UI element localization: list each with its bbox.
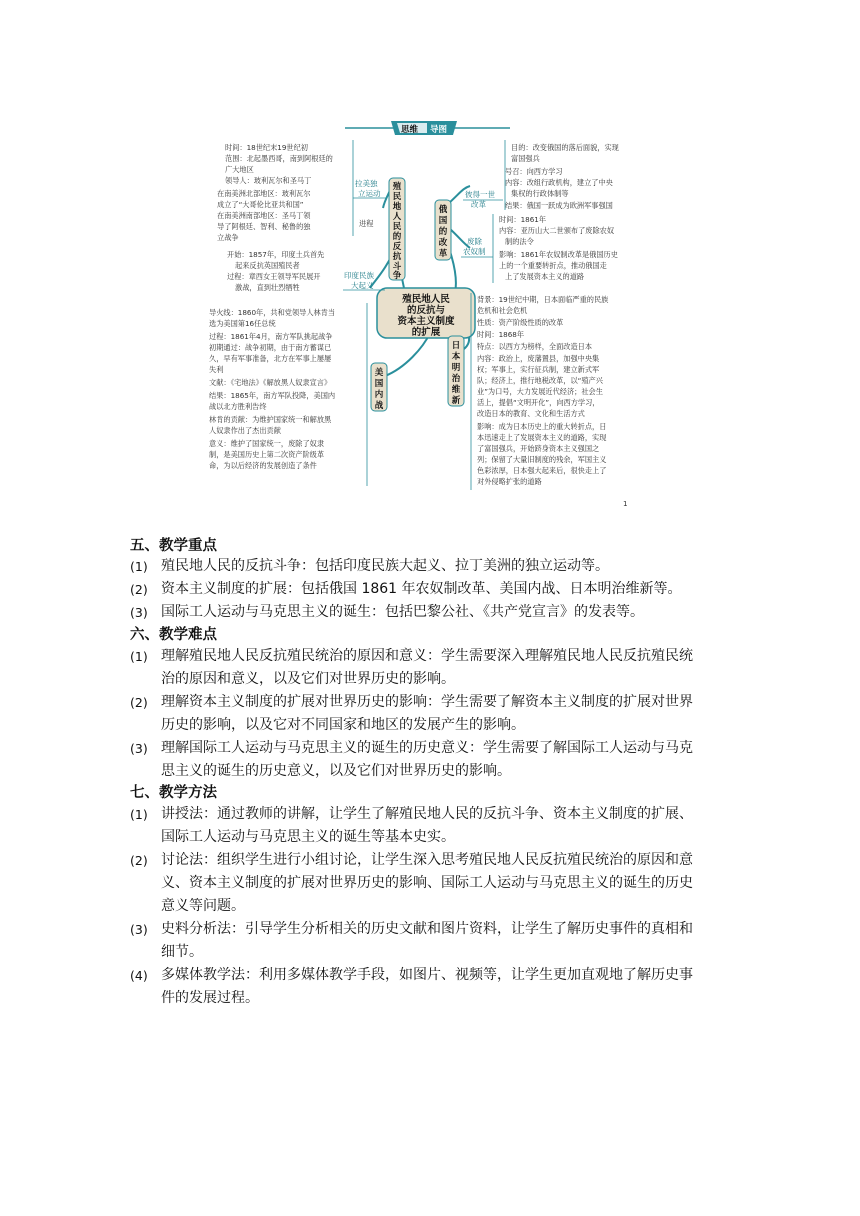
detail-line: 改造日本的教育、文化和生活方式 — [477, 409, 585, 418]
detail-line: 背景：19世纪中期，日本面临严重的民族 — [477, 295, 609, 304]
russia-title-char: 革 — [438, 249, 448, 259]
peter-reform-details — [505, 143, 619, 210]
mind-map-page-mark: 1 — [623, 499, 628, 508]
detail-line: 开始：1857年，印度土兵首先 — [227, 250, 325, 259]
section-heading-difficulties: 六、教学难点 — [130, 627, 217, 643]
detail-line: 影响：成为日本历史上的重大转折点，日 — [477, 422, 607, 431]
detail-line: 选为美国第16任总统 — [209, 319, 276, 328]
detail-line: 起来反抗英国殖民者 — [235, 261, 300, 270]
mind-map-figure — [205, 118, 655, 510]
detail-line: 制的法令 — [505, 237, 534, 246]
item-number: (1) — [130, 649, 148, 664]
list-item — [130, 645, 732, 691]
item-text-line: 件的发展过程。 — [161, 990, 259, 1006]
detail-line: 时间：1868年 — [477, 330, 525, 339]
colonial-title-char: 争 — [392, 271, 402, 281]
item-text-line: 理解殖民地人民反抗殖民统治的原因和意义：学生需要深入理解殖民地人民反抗殖民统 — [161, 648, 693, 664]
detail-line: 命，为以后经济的发展创造了条件 — [209, 461, 317, 470]
section-heading-methods: 七、教学方法 — [130, 785, 217, 801]
detail-line: 性质：资产阶级性质的改革 — [477, 318, 564, 327]
detail-line: 初期通过：战争初期，由于南方蓄谋已 — [209, 343, 332, 352]
colonial-title-char: 反 — [392, 242, 402, 252]
detail-line: 在南美洲南部地区：圣马丁领 — [217, 211, 311, 220]
india-uprising-label: 大起义 — [351, 281, 374, 290]
item-text-line: 史料分析法：引导学生分析相关的历史文献和图片资料，让学生了解历史事件的真相和 — [161, 921, 693, 937]
list-item — [130, 849, 732, 918]
japan-title-char: 治 — [451, 374, 461, 384]
colonial-title-char: 民 — [392, 192, 402, 202]
item-text-line: 讨论法：组织学生进行小组讨论，让学生深入思考殖民地人民反抗殖民统治的原因和意 — [161, 852, 693, 868]
banner-left-text: 思维 — [401, 125, 419, 135]
detail-line: 上了发展资本主义的道路 — [505, 272, 585, 281]
colonial-title-char: 的 — [392, 232, 402, 242]
item-text-line: 义、资本主义制度的扩展对世界历史的影响、国际工人运动与马克思主义的诞生的历史 — [161, 875, 693, 891]
section-heading-key-points: 五、教学重点 — [130, 538, 217, 554]
russia-title-char: 改 — [438, 238, 448, 248]
item-text-line: 历史的影响，以及它对不同国家和地区的发展产生的影响。 — [161, 717, 525, 733]
detail-line: 特点：以西方为榜样，全面改造日本 — [477, 342, 593, 351]
list-item — [130, 601, 732, 624]
center-node — [377, 288, 475, 338]
mind-map-svg — [205, 118, 655, 510]
detail-line: 上的一个重要转折点，推动俄国走 — [499, 261, 607, 270]
latin-america-label: 拉美独 — [355, 179, 378, 188]
item-number: (3) — [130, 922, 148, 937]
detail-line: 制，是美国历史上第二次资产阶级革 — [209, 450, 325, 459]
colonial-title-char: 斗 — [392, 262, 402, 272]
detail-line: 内容：改组行政机构，建立了中央 — [505, 178, 613, 187]
detail-line: 集权的行政体制等 — [511, 189, 569, 198]
item-number: (2) — [130, 853, 148, 868]
list-item — [130, 918, 732, 964]
russia-title-char: 的 — [438, 227, 448, 237]
center-line-2: 的反抗与 — [406, 305, 446, 316]
branch-russia-reform — [435, 140, 619, 283]
branch-colonial-struggle — [217, 140, 405, 293]
detail-line: 导火线：1860年，共和党领导人林肯当 — [209, 308, 336, 317]
detail-line: 结果：1865年，南方军队投降，美国内 — [209, 391, 336, 400]
item-text-line: 理解资本主义制度的扩展对世界历史的影响：学生需要了解资本主义制度的扩展对世界 — [161, 694, 693, 710]
center-line-3: 资本主义制度 — [397, 316, 455, 327]
japan-title-char: 新 — [451, 396, 461, 406]
detail-line: 了富国强兵，开始跻身资本主义强国之 — [477, 444, 600, 453]
detail-line: 过程：1861年4月，南方军队挑起战争 — [209, 332, 333, 341]
item-text-line: 意义等问题。 — [161, 898, 245, 914]
colonial-title-char: 人 — [392, 212, 402, 222]
india-uprising-label: 印度民族 — [344, 271, 374, 280]
detail-line: 时间：1861年 — [499, 215, 547, 224]
list-item — [130, 691, 732, 737]
item-number: (2) — [130, 582, 148, 597]
branch-us-civil-war — [209, 303, 387, 486]
detail-line: 成立了“大哥伦比亚共和国” — [217, 200, 304, 209]
item-number: (2) — [130, 695, 148, 710]
detail-line: 目的：改变俄国的落后面貌，实现 — [511, 143, 619, 152]
item-text-line: 殖民地人民的反抗斗争：包括印度民族大起义、拉丁美洲的独立运动等。 — [161, 558, 609, 574]
detail-line: 列；保留了大量旧制度的残余，军国主义 — [477, 455, 607, 464]
item-number: (1) — [130, 559, 148, 574]
item-number: (3) — [130, 605, 148, 620]
detail-line: 结果：俄国一跃成为欧洲军事强国 — [505, 201, 613, 210]
japan-title-char: 日 — [451, 341, 461, 351]
usa-title-char: 美 — [374, 368, 384, 378]
detail-line: 失利 — [209, 365, 224, 374]
list-item — [130, 555, 732, 578]
list-item — [130, 964, 732, 1010]
detail-line: 过程：章西女王领导军民展开 — [227, 272, 321, 281]
detail-line: 色彩浓厚，日本强大起来后，很快走上了 — [477, 466, 607, 475]
russia-title-char: 俄 — [438, 205, 448, 215]
item-number: (1) — [130, 807, 148, 822]
russia-title-char: 国 — [438, 216, 448, 226]
item-text-line: 国际工人运动与马克思主义的诞生：包括巴黎公社、《共产党宣言》的发表等。 — [161, 604, 644, 620]
item-text-line: 思主义的诞生的历史意义，以及它们对世界历史的影响。 — [161, 763, 511, 779]
detail-line: 文献：《宅地法》《解放黑人奴隶宣言》 — [209, 378, 332, 387]
item-text-line: 资本主义制度的扩展：包括俄国 1861 年农奴制改革、美国内战、日本明治维新等。 — [161, 581, 682, 597]
mind-map-banner — [345, 121, 510, 135]
detail-line: 范围：北起墨西哥，南到阿根廷的 — [225, 154, 333, 163]
usa-title-char: 内 — [374, 390, 384, 400]
detail-line: 时间：18世纪末19世纪初 — [225, 143, 308, 152]
colonial-title-char: 民 — [392, 222, 402, 232]
latin-america-label: 立运动 — [358, 189, 381, 198]
item-text-line: 细节。 — [161, 944, 203, 960]
serfdom-abolition-label: 废除 — [467, 237, 482, 246]
detail-line: 业”为口号，大力发展近代经济；社会生 — [477, 387, 603, 396]
colonial-title-char: 抗 — [392, 252, 402, 262]
list-item — [130, 578, 732, 601]
detail-line: 意义：维护了国家统一，废除了奴隶 — [209, 439, 325, 448]
item-number: (4) — [130, 968, 148, 983]
usa-title-char: 战 — [374, 401, 384, 411]
detail-line: 内容：政治上，废藩置县，加强中央集 — [477, 354, 600, 363]
meiji-details — [477, 295, 608, 486]
latin-america-details — [217, 143, 333, 242]
detail-line: 广大地区 — [225, 165, 254, 174]
detail-line: 领导人：玻利瓦尔和圣马丁 — [225, 176, 312, 185]
peter-reform-label: 改革 — [471, 200, 486, 209]
item-text-line: 国际工人运动与马克思主义的诞生等基本史实。 — [161, 829, 455, 845]
detail-line: 立战争 — [217, 233, 239, 242]
detail-line: 本迅速走上了发展资本主义的道路，实现 — [477, 433, 607, 442]
detail-line: 富国强兵 — [511, 154, 540, 163]
detail-line: 导了阿根廷、智利、秘鲁的独 — [217, 222, 311, 231]
detail-line: 在南美洲北部地区：玻利瓦尔 — [217, 189, 311, 198]
japan-title-char: 明 — [451, 363, 461, 373]
usa-title-char: 国 — [374, 379, 384, 389]
japan-title-char: 维 — [451, 385, 461, 395]
item-text-line: 多媒体教学法：利用多媒体教学手段，如图片、视频等，让学生更加直观地了解历史事 — [161, 967, 693, 983]
peter-reform-label: 彼得一世 — [465, 190, 495, 199]
us-civil-war-details — [209, 308, 335, 471]
india-uprising-details — [227, 250, 324, 293]
process-label: 进程 — [359, 219, 374, 228]
list-item — [130, 737, 732, 783]
item-text-line: 讲授法：通过教师的讲解，让学生了解殖民地人民的反抗斗争、资本主义制度的扩展、 — [161, 806, 693, 822]
detail-line: 队；经济上，推行地税改革，以“殖产兴 — [477, 376, 603, 385]
item-text-line: 理解国际工人运动与马克思主义的诞生的历史意义：学生需要了解国际工人运动与马克 — [161, 740, 693, 756]
detail-line: 人奴隶作出了杰出贡献 — [209, 426, 281, 435]
center-line-1: 殖民地人民 — [402, 294, 450, 305]
detail-line: 对外侵略扩张的道路 — [477, 477, 542, 486]
detail-line: 权；军事上，实行征兵制，建立新式军 — [477, 365, 600, 374]
item-text-line: 治的原因和意义，以及它们对世界历史的影响。 — [161, 671, 455, 687]
detail-line: 影响：1861年农奴制改革是俄国历史 — [499, 250, 618, 259]
colonial-title-char: 地 — [392, 202, 402, 212]
serfdom-abolition-label: 农奴制 — [463, 247, 486, 256]
center-line-4: 的扩展 — [411, 327, 441, 338]
detail-line: 激战，直到壮烈牺牲 — [235, 283, 300, 292]
banner-right-text: 导图 — [430, 125, 448, 135]
japan-title-char: 本 — [451, 352, 461, 362]
colonial-title-char: 殖 — [392, 182, 402, 192]
item-number: (3) — [130, 741, 148, 756]
detail-line: 危机和社会危机 — [477, 306, 528, 315]
detail-line: 林肯的贡献：为维护国家统一和解放黑 — [209, 415, 332, 424]
detail-line: 内容：亚历山大二世颁布了废除农奴 — [499, 226, 615, 235]
detail-line: 久，早有军事准备，北方在军事上屡屡 — [209, 354, 332, 363]
detail-line: 号召：向西方学习 — [505, 167, 563, 176]
list-item — [130, 803, 732, 849]
detail-line: 活上，提倡“文明开化”，向西方学习， — [477, 398, 600, 407]
serfdom-abolition-details — [499, 215, 618, 281]
detail-line: 战以北方胜利告终 — [209, 402, 267, 411]
